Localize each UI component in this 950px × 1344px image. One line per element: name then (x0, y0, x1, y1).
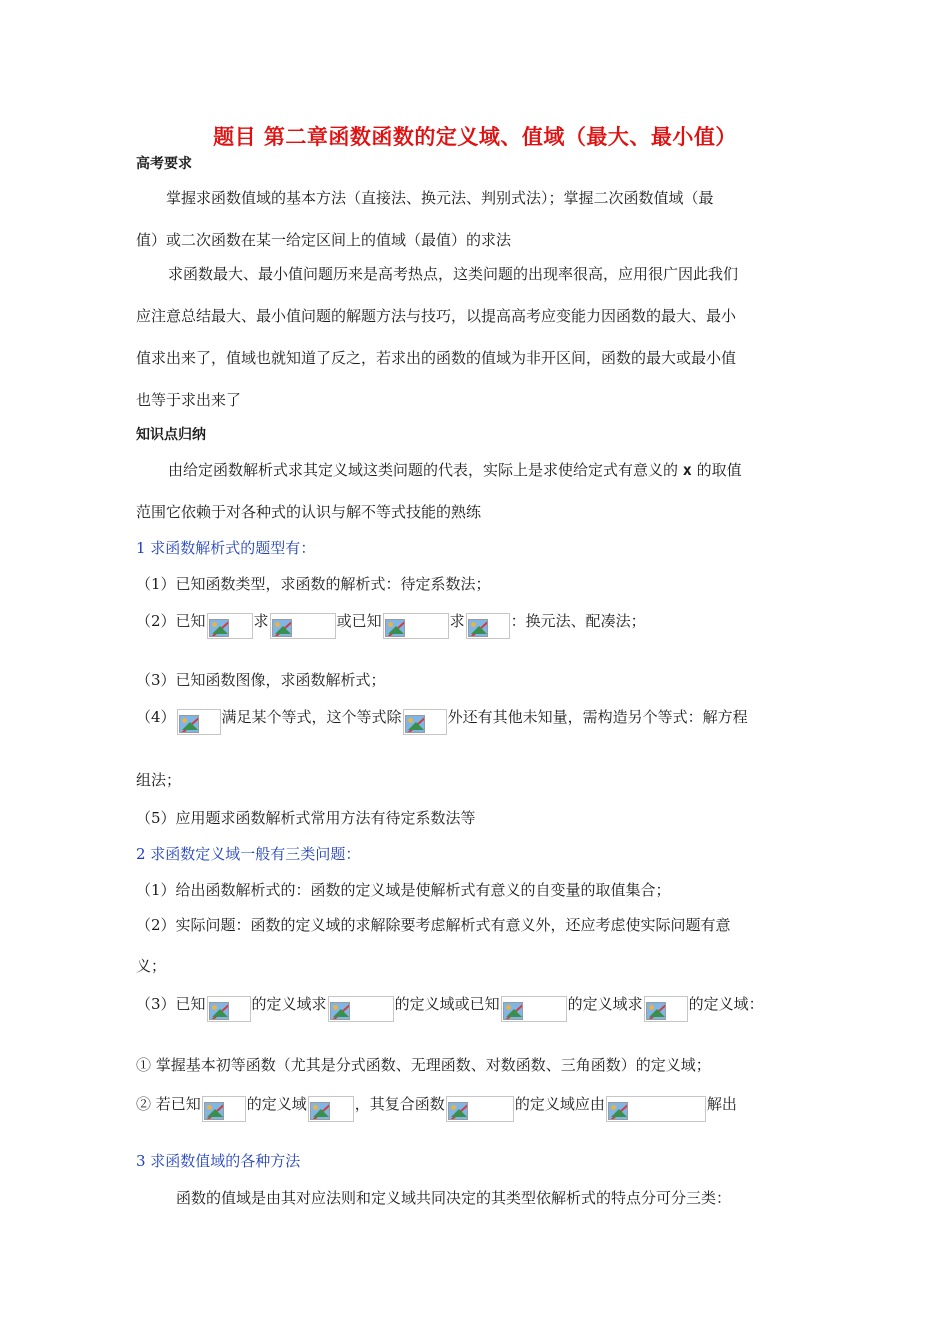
formula-image-placeholder (383, 613, 449, 639)
broken-image-icon (448, 1102, 468, 1120)
list-item: （3）已知 的定义域求 的定义域或已知 的定义域求 的定义域： (136, 992, 826, 1018)
paragraph-line: 应注意总结最大、最小值问题的解题方法与技巧，以提高高考应变能力因函数的最大、最小 (136, 307, 737, 325)
paragraph-line: 函数的值域是由其对应法则和定义域共同决定的其类型依解析式的特点分可分三类： (176, 1189, 732, 1207)
list-item: ① 掌握基本初等函数（尤其是分式函数、无理函数、对数函数、三角函数）的定义域； (136, 1056, 711, 1074)
broken-image-icon (608, 1102, 628, 1120)
list-item: （5）应用题求函数解析式常用方法有待定系数法等 (136, 809, 476, 827)
formula-image-placeholder (308, 1096, 354, 1122)
paragraph-line: 也等于求出来了 (136, 391, 242, 409)
broken-image-icon (179, 715, 199, 733)
formula-image-placeholder (207, 996, 251, 1022)
broken-image-icon (310, 1102, 330, 1120)
broken-image-icon (468, 619, 488, 637)
broken-image-icon (503, 1002, 523, 1020)
formula-image-placeholder (207, 613, 253, 639)
subheading-part2: 2 求函数定义域一般有三类问题： (136, 845, 361, 863)
list-item: （2）已知 求 或已知 求 ：换元法、配凑法； (136, 609, 826, 635)
broken-image-icon (209, 1002, 229, 1020)
list-item: （4） 满足某个等式，这个等式除 外还有其他未知量，需构造另个等式：解方程 (136, 705, 826, 731)
list-item: （3）已知函数图像，求函数解析式； (136, 671, 386, 689)
formula-image-placeholder (270, 613, 336, 639)
section-heading-requirements: 高考要求 (136, 156, 192, 172)
list-item-continuation: 义； (136, 957, 167, 975)
broken-image-icon (209, 619, 229, 637)
variable-x: x (682, 461, 692, 479)
formula-image-placeholder (606, 1096, 706, 1122)
paragraph-line: 求函数最大、最小值问题历来是高考热点，这类问题的出现率很高，应用很广因此我们 (168, 265, 739, 283)
broken-image-icon (646, 1002, 666, 1020)
formula-image-placeholder (466, 613, 510, 639)
formula-image-placeholder (328, 996, 394, 1022)
broken-image-icon (330, 1002, 350, 1020)
subheading-part1: 1 求函数解析式的题型有： (136, 539, 316, 557)
formula-image-placeholder (644, 996, 688, 1022)
broken-image-icon (405, 715, 425, 733)
list-item: （2）实际问题：函数的定义域的求解除要考虑解析式有意义外，还应考虑使实际问题有意 (136, 916, 731, 934)
formula-image-placeholder (403, 709, 447, 735)
page-title: 题目 第二章函数函数的定义域、值域（最大、最小值） (213, 124, 737, 149)
formula-image-placeholder (501, 996, 567, 1022)
formula-image-placeholder (446, 1096, 514, 1122)
paragraph-line: 范围它依赖于对各种式的认识与解不等式技能的熟练 (136, 503, 482, 521)
paragraph-line: 由给定函数解析式求其定义域这类问题的代表，实际上是求使给定式有意义的 x 的取值 (168, 461, 742, 479)
paragraph-line: 掌握求函数值域的基本方法（直接法、换元法、判别式法）；掌握二次函数值域（最 (166, 189, 714, 207)
list-item-continuation: 组法； (136, 771, 182, 789)
section-heading-knowledge: 知识点归纳 (136, 427, 206, 443)
list-item: （1）已知函数类型，求函数的解析式：待定系数法； (136, 575, 491, 593)
broken-image-icon (204, 1102, 224, 1120)
broken-image-icon (385, 619, 405, 637)
paragraph-line: 值求出来了，值域也就知道了反之，若求出的函数的值域为非开区间，函数的最大或最小值 (136, 349, 737, 367)
broken-image-icon (272, 619, 292, 637)
list-item: ② 若已知 的定义域 ，其复合函数 的定义域应由 解出 (136, 1092, 826, 1118)
list-item: （1）给出函数解析式的：函数的定义域是使解析式有意义的自变量的取值集合； (136, 881, 671, 899)
formula-image-placeholder (202, 1096, 246, 1122)
paragraph-line: 值）或二次函数在某一给定区间上的值域（最值）的求法 (136, 231, 512, 249)
formula-image-placeholder (177, 709, 221, 735)
subheading-part3: 3 求函数值域的各种方法 (136, 1152, 301, 1170)
